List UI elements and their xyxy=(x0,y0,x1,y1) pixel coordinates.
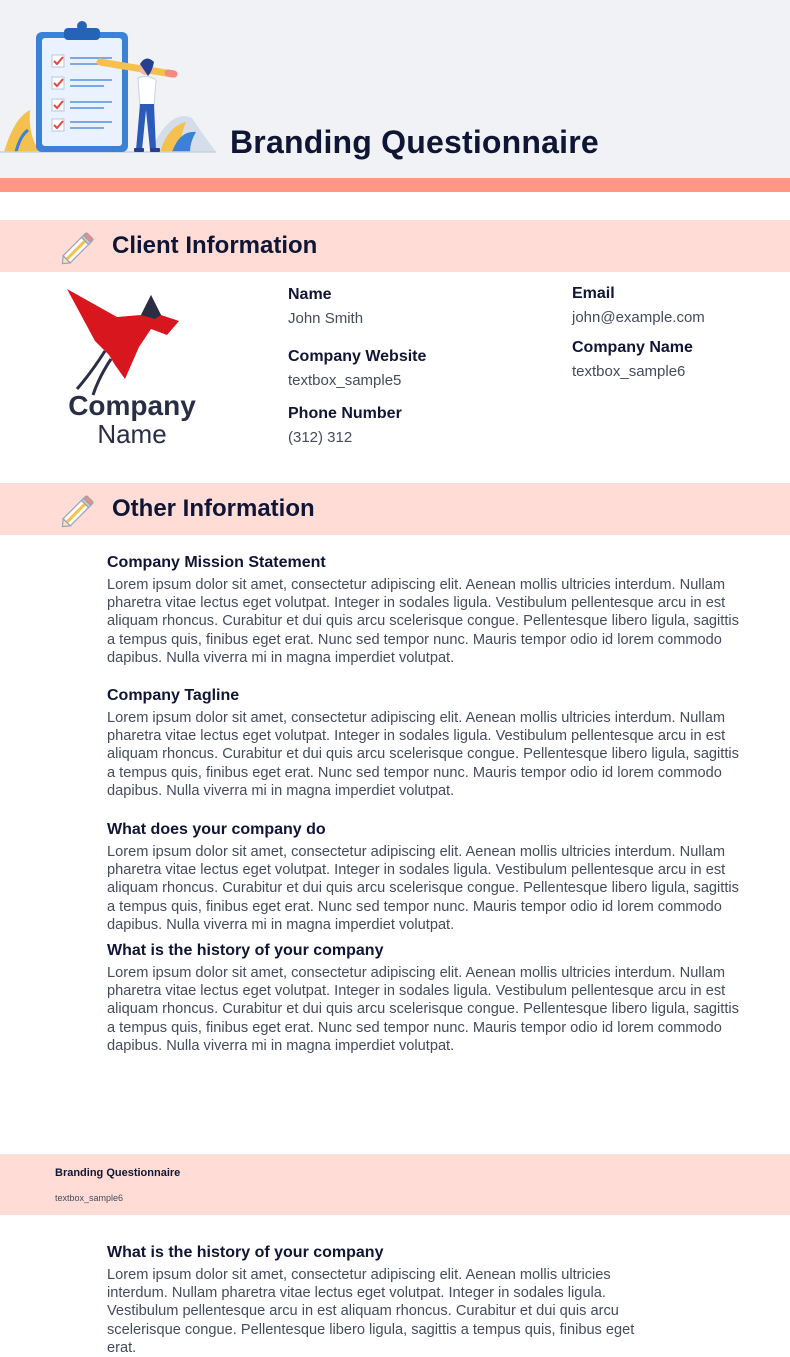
qa-block-what-we-do xyxy=(107,821,747,934)
company-name-value: textbox_sample6 xyxy=(572,363,686,380)
qa-block-history xyxy=(107,942,747,1055)
company-logo xyxy=(55,285,210,450)
company-name-label: Company Name xyxy=(572,339,693,356)
name-value: John Smith xyxy=(288,310,364,327)
qa-answer: Lorem ipsum dolor sit amet, consectetur adipiscing elit. Aenean mollis ultricies interdum. Nullam pharetra vitae lectus eget volutpat. Integer in sodales ligula. Vestibulum pellentesque arcu in est aliquam rhoncus. Curabitur et dui quis arcu scelerisque congue. Pellentesque libero ligula, sagittis a tempus quis, finibus eget erat. Nunc sed tempor nunc. Mauris tempor odio id lorem commodo dapibus. Nulla viverra mi in magna imperdiet volutpat. xyxy=(107,844,739,933)
pencil-icon xyxy=(58,491,98,531)
qa-answer: Lorem ipsum dolor sit amet, consectetur adipiscing elit. Aenean mollis ultricies interdum. Nullam pharetra vitae lectus eget volutpat. Integer in sodales ligula. Vestibulum pellentesque arcu in est aliquam rhoncus. Curabitur et dui quis arcu scelerisque congue. Pellentesque libero ligula, sagittis a tempus quis, finibus eget erat. xyxy=(107,1267,635,1356)
company-website-field xyxy=(288,348,426,389)
phone-number-label: Phone Number xyxy=(288,405,402,422)
qa-question: What is the history of your company xyxy=(107,942,384,959)
name-label: Name xyxy=(288,286,332,303)
company-website-label: Company Website xyxy=(288,348,427,365)
qa-answer: Lorem ipsum dolor sit amet, consectetur adipiscing elit. Aenean mollis ultricies interdum. Nullam pharetra vitae lectus eget volutpat. Integer in sodales ligula. Vestibulum pellentesque arcu in est aliquam rhoncus. Curabitur et dui quis arcu scelerisque congue. Pellentesque libero ligula, sagittis a tempus quis, finibus eget erat. Nunc sed tempor nunc. Mauris tempor odio id lorem commodo dapibus. Nulla viverra mi in magna imperdiet volutpat. xyxy=(107,965,739,1054)
company-name-field xyxy=(572,339,693,380)
name-field xyxy=(288,286,363,327)
qa-question: What is the history of your company xyxy=(107,1244,384,1261)
email-value: john@example.com xyxy=(572,309,705,326)
footer-title: Branding Questionnaire xyxy=(55,1167,181,1179)
logo-text-name: Name xyxy=(97,419,167,449)
qa-block-history-page2 xyxy=(107,1244,647,1357)
other-info-section-header xyxy=(0,483,790,535)
phone-number-field xyxy=(288,405,402,446)
qa-question: Company Mission Statement xyxy=(107,554,326,571)
logo-text-company: Company xyxy=(68,390,196,421)
client-info-section-header xyxy=(0,220,790,272)
email-field xyxy=(572,285,705,326)
page-title: Branding Questionnaire xyxy=(230,124,599,160)
qa-block-tagline xyxy=(107,687,747,800)
qa-question: Company Tagline xyxy=(107,687,240,704)
page-footer xyxy=(0,1154,790,1215)
qa-question: What does your company do xyxy=(107,821,326,838)
qa-answer: Lorem ipsum dolor sit amet, consectetur adipiscing elit. Aenean mollis ultricies interdum. Nullam pharetra vitae lectus eget volutpat. Integer in sodales ligula. Vestibulum pellentesque arcu in est aliquam rhoncus. Curabitur et dui quis arcu scelerisque congue. Pellentesque libero ligula, sagittis a tempus quis, finibus eget erat. Nunc sed tempor nunc. Mauris tempor odio id lorem commodo dapibus. Nulla viverra mi in magna imperdiet volutpat. xyxy=(107,577,739,666)
client-info-title: Client Information xyxy=(112,232,318,259)
other-info-title: Other Information xyxy=(112,495,315,522)
pencil-icon xyxy=(58,228,98,268)
header-accent-stripe xyxy=(0,178,790,192)
qa-answer: Lorem ipsum dolor sit amet, consectetur adipiscing elit. Aenean mollis ultricies interdum. Nullam pharetra vitae lectus eget volutpat. Integer in sodales ligula. Vestibulum pellentesque arcu in est aliquam rhoncus. Curabitur et dui quis arcu scelerisque congue. Pellentesque libero ligula, sagittis a tempus quis, finibus eget erat. Nunc sed tempor nunc. Mauris tempor odio id lorem commodo dapibus. Nulla viverra mi in magna imperdiet volutpat. xyxy=(107,710,739,799)
checklist-illustration xyxy=(0,18,220,158)
company-website-value: textbox_sample5 xyxy=(288,372,402,389)
page-header xyxy=(0,0,790,178)
email-label: Email xyxy=(572,285,615,302)
phone-number-value: (312) 312 xyxy=(288,429,353,446)
footer-subtitle: textbox_sample6 xyxy=(55,1193,124,1203)
qa-block-mission xyxy=(107,554,747,667)
